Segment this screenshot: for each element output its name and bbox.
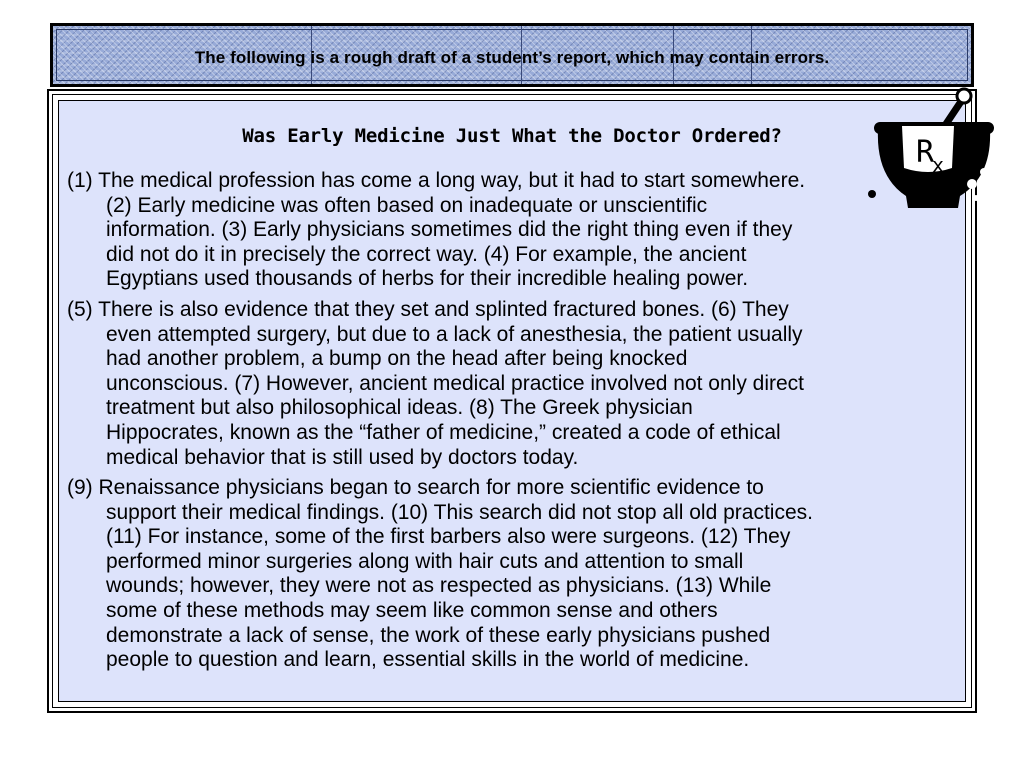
paragraph-line: demonstrate a lack of sense, the work of these early physicians pushed — [106, 623, 771, 647]
paragraph-line: (5) There is also evidence that they set and splinted fractured bones. (6) They — [67, 298, 789, 321]
paragraph-3 — [67, 476, 966, 673]
rx-mortar-pestle-icon — [866, 84, 1000, 218]
paragraph-line: unconscious. (7) However, ancient medical practice involved not only direct — [106, 371, 805, 395]
report-panel-frame — [52, 94, 972, 708]
rx-letter: R — [916, 135, 935, 170]
report-content — [58, 100, 966, 702]
paragraph-line: some of these methods may seem like common sense and others — [106, 598, 718, 622]
report-title: Was Early Medicine Just What the Doctor Ordered? — [242, 125, 782, 147]
banner-title: The following is a rough draft of a student’s report, which may contain errors. — [194, 48, 830, 67]
paragraph-1 — [67, 169, 966, 292]
paragraph-line: (9) Renaissance physicians began to search for more scientific evidence to — [67, 476, 764, 499]
paragraph-line: had another problem, a bump on the head after being knocked — [106, 347, 688, 371]
paragraph-line: information. (3) Early physicians sometimes did the right thing even if they — [106, 218, 793, 242]
paragraph-line: (2) Early medicine was often based on inadequate or unscientific — [106, 193, 708, 217]
paragraph-line: Egyptians used thousands of herbs for their incredible healing power. — [106, 267, 749, 291]
paragraph-line: treatment but also philosophical ideas. (8) The Greek physician — [106, 396, 693, 420]
paragraph-line: did not do it in precisely the correct way. (4) For example, the ancient — [106, 242, 747, 266]
report-panel — [47, 89, 977, 713]
paragraph-line: Hippocrates, known as the “father of medicine,” created a code of ethical — [106, 420, 781, 444]
paragraph-line: performed minor surgeries along with hair cuts and attention to small — [106, 549, 744, 573]
paragraph-line: support their medical findings. (10) This search did not stop all old practices. — [106, 500, 813, 524]
disclaimer-banner — [50, 23, 974, 87]
rx-subscript: x — [932, 153, 945, 177]
paragraph-line: (1) The medical profession has come a long way, but it had to start somewhere. — [67, 169, 806, 192]
paragraph-2 — [67, 298, 966, 470]
paragraph-line: even attempted surgery, but due to a lack of anesthesia, the patient usually — [106, 322, 803, 346]
paragraph-line: wounds; however, they were not as respected as physicians. (13) While — [106, 574, 772, 598]
paragraph-line: medical behavior that is still used by doctors today. — [106, 445, 579, 469]
paragraph-line: people to question and learn, essential skills in the world of medicine. — [106, 648, 750, 672]
paragraph-line: (11) For instance, some of the first barbers also were surgeons. (12) They — [106, 525, 791, 549]
